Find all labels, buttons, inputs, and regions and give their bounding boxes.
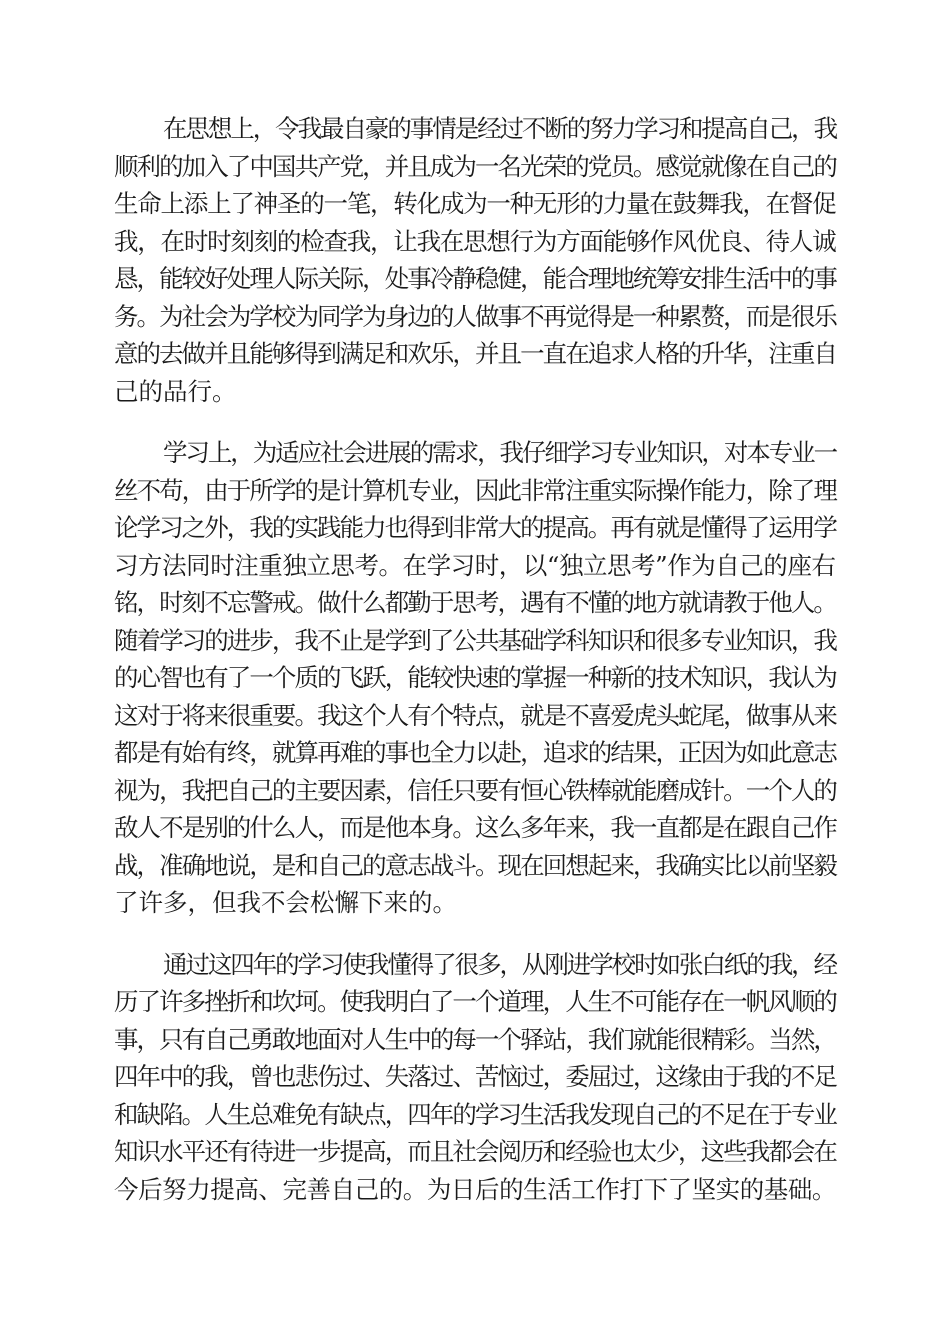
text-line: 都是有始有终，就算再难的事也全力以赴，追求的结果，正因为如此意志: [114, 738, 836, 767]
text-line: 论学习之外，我的实践能力也得到非常大的提高。再有就是懂得了运用学: [114, 513, 836, 542]
text-line: 视为，我把自己的主要因素，信任只要有恒心铁棒就能磨成针。一个人的: [114, 775, 836, 805]
text-line: 铭，时刻不忘警戒。做什么都勤于思考，遇有不懂的地方就请教于他人。: [114, 588, 836, 617]
text-line: 的心智也有了一个质的飞跃，能较快速的掌握一种新的技术知识，我认为: [114, 663, 836, 692]
document-body: [114, 110, 836, 1232]
text-line: 务。为社会为学校为同学为身边的人做事不再觉得是一种累赘，而是很乐: [114, 301, 836, 331]
text-line: 通过这四年的学习使我懂得了很多，从刚进学校时如张白纸的我，经: [163, 949, 836, 979]
text-line: 随着学习的进步，我不止是学到了公共基础学科知识和很多专业知识，我: [114, 625, 836, 655]
text-line: 历了许多挫折和坎坷。使我明白了一个道理，人生不可能存在一帆风顺的: [114, 987, 836, 1016]
text-line: 这对于将来很重要。我这个人有个特点，就是不喜爱虎头蛇尾，做事从来: [114, 700, 836, 730]
text-line: 丝不苟，由于所学的是计算机专业，因此非常注重实际操作能力，除了理: [114, 475, 836, 505]
text-line: 四年中的我，曾也悲伤过、失落过、苦恼过，委屈过，这缘由于我的不足: [114, 1062, 836, 1091]
text-line: 在思想上，令我最自豪的事情是经过不断的努力学习和提高自己，我: [163, 114, 836, 143]
text-line: 我，在时时刻刻的检查我，让我在思想行为方面能够作风优良、待人诚: [114, 226, 836, 256]
text-line: 生命上添上了神圣的一笔，转化成为一种无形的力量在鼓舞我，在督促: [114, 189, 836, 218]
text-line: 学习上，为适应社会进展的需求，我仔细学习专业知识，对本专业一: [163, 438, 836, 467]
text-line: 战，准确地说，是和自己的意志战斗。现在回想起来，我确实比以前坚毅: [114, 850, 836, 880]
text-line: 事，只有自己勇敢地面对人生中的每一个驿站，我们就能很精彩。当然，: [114, 1024, 836, 1054]
paragraph-2: [114, 434, 836, 922]
text-line: 知识水平还有待进一步提高，而且社会阅历和经验也太少，这些我都会在: [114, 1137, 836, 1166]
paragraph-3: [114, 946, 836, 1209]
text-line: 了许多，但我不会松懈下来的。: [114, 888, 457, 917]
text-line: 己的品行。: [114, 376, 237, 406]
text-line: 和缺陷。人生总难免有缺点，四年的学习生活我发现自己的不足在于专业: [114, 1099, 836, 1129]
text-line: 意的去做并且能够得到满足和欢乐，并且一直在追求人格的升华，注重自: [114, 339, 836, 368]
text-line: 敌人不是别的什么人，而是他本身。这么多年来，我一直都是在跟自己作: [114, 813, 836, 842]
text-line: 顺利的加入了中国共产党，并且成为一名光荣的党员。感觉就像在自己的: [114, 151, 836, 181]
text-line: 习方法同时注重独立思考。在学习时，以“独立思考”作为自己的座右: [114, 550, 836, 580]
text-line: 今后努力提高、完善自己的。为日后的生活工作打下了坚实的基础。: [114, 1174, 836, 1204]
paragraph-1: [114, 110, 836, 410]
text-line: 恳，能较好处理人际关际，处事冷静稳健，能合理地统筹安排生活中的事: [114, 264, 836, 293]
